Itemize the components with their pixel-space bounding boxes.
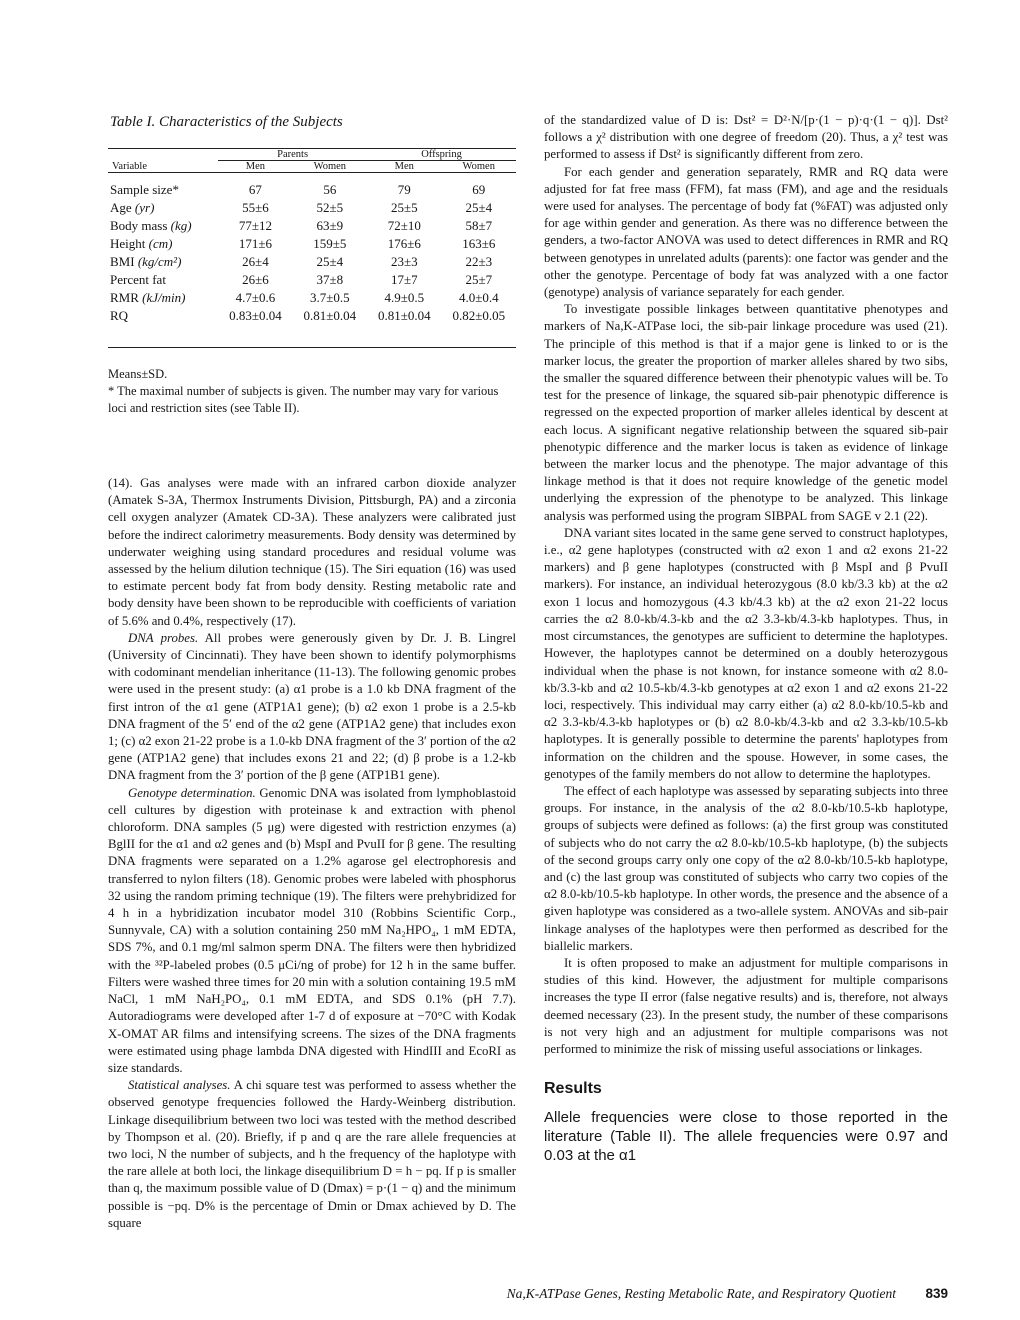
note-means: Means±SD.: [108, 367, 168, 381]
table-caption: Table I. Characteristics of the Subjects: [110, 114, 343, 130]
cell-parents-women: 52±5: [316, 200, 344, 215]
cell-offspring-men: 4.9±0.5: [384, 290, 425, 305]
cell-parents-women: 0.81±0.04: [303, 308, 357, 323]
cell-offspring-men: 23±3: [390, 254, 418, 269]
cell-parents-women: 63±9: [316, 218, 344, 233]
col-parents-women: Women: [313, 161, 347, 172]
characteristics-table: [108, 149, 516, 325]
cell-offspring-women: 163±6: [462, 236, 496, 251]
cell-offspring-women: 69: [472, 182, 486, 197]
table-row: [108, 253, 516, 271]
cell-parents-men: 77±12: [238, 218, 272, 233]
subheading-statistical-analyses: Statistical analyses.: [128, 1078, 231, 1093]
row-label: Percent fat: [110, 272, 166, 287]
row-label: Height (cm): [110, 236, 173, 251]
cell-parents-men: 0.83±0.04: [229, 308, 282, 323]
paragraph-adjustment: For each gender and generation separately, RMR and RQ data were adjusted for fat free mass (FFM), fat mass (FM), and age and the residuals were used for analyses. The percentage of body fat (%FAT) was adjusted only for age within gender and generation. As there was no difference between the genders, a two-factor ANOVA was used to detect differences in RMR and RQ between genotypes in unrelated adults (parents): one factor was gender and the other the genotype. Percentage of body fat was analyzed with a one factor (genotype) analysis of variance separately for each gender.: [544, 164, 949, 300]
table-bottom-rule: [108, 347, 516, 348]
running-title: Na,K-ATPase Genes, Resting Metabolic Rate, and Respiratory Quotient: [506, 1286, 896, 1301]
cell-parents-men: 67: [248, 182, 262, 197]
paragraph-genotype-determination: Genotype determination. Genomic DNA was isolated from lymphoblastoid cell cultures by digestion with proteinase k and extraction with phenol chloroform. DNA samples (5 μg) were digested with restriction enzymes (a) BglII for the α1 and α2 genes and (b) MspI and PvuII for β gene. The resulting DNA fragments were separated on a 1.2% agarose gel electrophoresis and transferred to nylon filters (18). Genomic probes were labeled with phosphorus 32 using the random priming technique (19). The filters were prehybridized for 4 h in a hybridization incubator model 310 (Robbins Scientific Corp., Sunnyvale, CA) with a solution containing 250 mM Na₂HPO₄, 1 mM EDTA, SDS 7%, and 0.1 mg/ml salmon sperm DNA. The filters were then hybridized with the ³²P-labeled probes (0.5 μCi/ng of probe) for 12 h in the same buffer. Filters were washed three times for 20 min with a solution containing 19.5 mM NaCl, 1 mM NaH₂PO₄, 0.1 mM EDTA, and SDS 0.1% (pH 7.7). Autoradiograms were developed after 1-7 d of exposure at −70°C with Kodak X-OMAT AR films and intensifying screens. The sizes of the DNA fragments were estimated using phage lambda DNA digested with HindIII and EcoRI as size standards.: [108, 785, 516, 1075]
row-label: Sample size*: [110, 182, 179, 197]
cell-offspring-men: 25±5: [390, 200, 418, 215]
cell-offspring-women: 22±3: [465, 254, 493, 269]
group-offspring: Offspring: [367, 149, 516, 161]
subheading-genotype-determination: Genotype determination.: [128, 785, 256, 800]
results-heading: Results: [544, 1080, 602, 1098]
row-label: BMI (kg/cm²): [110, 254, 182, 269]
paragraph-gas-analyses: (14). Gas analyses were made with an infrared carbon dioxide analyzer (Amatek S-3A, Thermox Instruments Division, Pittsburgh, PA) and a zirconia cell oxygen analyzer (Amatek CD-3A). These analyzers were calibrated just before the indirect calorimetry measurements. Body density was determined by underwater weighing using standard procedures and residual volume was assessed by the helium dilution technique (15). The Siri equation (16) was used to estimate percent body fat from body density. Resting metabolic rate and body density have been shown to be reproducible with coefficients of variation of 5.6% and 0.4%, respectively (17).: [108, 476, 516, 628]
cell-parents-women: 159±5: [313, 236, 347, 251]
col-offspring-men: Men: [394, 161, 414, 172]
col-offspring-women: Women: [462, 161, 495, 172]
right-column: [544, 112, 948, 1165]
col-parents-men: Men: [245, 161, 265, 172]
table-row: [108, 289, 516, 307]
left-column: [108, 112, 516, 1232]
cell-offspring-men: 17±7: [390, 272, 418, 287]
left-body-text: [108, 475, 516, 1232]
paragraph-multiple-comparisons: It is often proposed to make an adjustment for multiple comparisons in studies of this kind. However, the adjustment for multiple comparisons increases the type II error (false negative results) and is, therefore, not always deemed necessary (23). In the present study, the number of these comparisons is not very high and an adjustment for multiple comparisons was not performed to minimize the risk of missing useful associations or linkages.: [544, 955, 948, 1056]
table-row: [108, 199, 516, 217]
cell-offspring-women: 25±7: [465, 272, 493, 287]
paragraph-results: Allele frequencies were close to those reported in the literature (Table II). The allele frequencies were 0.97 and 0.03 at the α1: [544, 1109, 948, 1165]
cell-parents-men: 55±6: [242, 200, 269, 215]
paragraph-haplotype-effect: The effect of each haplotype was assessed by separating subjects into three groups. For instance, in the analysis of the α2 8.0-kb/10.5-kb haplotype, groups of subjects were defined as follows: (a) the first group was constituted of subjects who do not carry the α2 8.0-kb/10.5-kb haplotype, (b) the subjects of the second groups carry only one copy of the α2 8.0-kb/10.5-kb haplotype, and (c) the last group was constituted of subjects who carry two copies of the α2 8.0-kb/10.5-kb haplotype. In other words, the presence and the absence of a given haplotype was considered as a two-allele system. ANOVAs and sib-pair linkage analyses of the haplotypes were then performed as described for the biallelic markers.: [544, 783, 948, 953]
paragraph-statistical-analyses: Statistical analyses. A chi square test was performed to assess whether the observed genotype frequencies followed the Hardy-Weinberg distribution. Linkage disequilibrium between two loci was tested with the method described by Thompson et al. (20). Briefly, if p and q are the rare allele frequencies at two loci, N the number of subjects, and h the frequency of the haplotype with the rare allele at both loci, the linkage disequilibrium D = h − pq. If p is smaller than q, the maximum possible value of D (Dmax) = p·(1 − q) and the minimum possible is −pq. D% is the percentage of Dmin or Dmax achieved by D. The square: [108, 1078, 516, 1230]
cell-parents-women: 3.7±0.5: [310, 290, 350, 305]
cell-offspring-women: 0.82±0.05: [452, 308, 506, 323]
paragraph-standardized-d: of the standardized value of D is: Dst² = D²·N/[p·(1 − p)·q·(1 − q)]. Dst² follows a χ² distribution with one degree of freedom (20). Thus, a χ² test was performed to assess if Dst² is significantly different from zero.: [544, 113, 948, 162]
row-label: RQ: [110, 308, 129, 323]
paragraph-sib-pair: To investigate possible linkages between quantitative phenotypes and markers of Na,K-ATPase loci, the sib-pair linkage procedure was used (21). The principle of this method is that if a major gene is linked to or is the marker locus, the greater the proportion of marker alleles shared by two sibs, the smaller the squared difference between their phenotypic values will be. To test for the presence of linkage, the squared sib-pair phenotypic difference is regressed on the expected proportion of marker alleles identical by descent at each locus. A significant negative relationship between the squared sib-pair phenotypic difference and the marker locus is taken as evidence of linkage between the marker locus and the phenotype. The major advantage of this linkage method is that it does not require knowledge of the genetic model underlying the expression of the phenotype to be analyzed. This linkage analysis was performed using the program SIBPAL from SAGE v 2.1 (22).: [544, 302, 948, 523]
cell-parents-men: 4.7±0.6: [235, 290, 276, 305]
col-variable: Variable: [112, 160, 147, 172]
table-row: [108, 181, 516, 199]
cell-offspring-women: 58±7: [465, 218, 493, 233]
cell-offspring-women: 4.0±0.4: [458, 290, 499, 305]
cell-offspring-men: 72±10: [387, 218, 421, 233]
table-notes: [108, 366, 516, 417]
table-row: [108, 217, 516, 235]
row-label: RMR (kJ/min): [110, 290, 186, 305]
table-row: [108, 307, 516, 325]
cell-parents-women: 37±8: [316, 272, 344, 287]
cell-parents-men: 171±6: [238, 236, 272, 251]
subheading-dna-probes: DNA probes.: [128, 630, 199, 645]
paragraph-haplotypes: DNA variant sites located in the same gene served to construct haplotypes, i.e., α2 gene haplotypes (constructed with α2 exon 1 and α2 exons 21-22 markers) and β gene haplotypes (constructed with β MspI and β PvuII markers). For instance, an individual heterozygous (8.0 kb/3.3 kb) at the α2 exon 1 locus and homozygous (4.3 kb/4.3 kb) at the α2 exon 21-22 locus carries the α2 8.0-kb/4.3-kb and the α2 3.3-kb/4.3-kb haplotypes. Thus, in most circumstances, the genotypes are sufficient to determine the haplotypes. However, the haplotypes cannot be determined on a doubly heterozygous individual when the phase is not known, for instance someone with α2 8.0-kb/3.3-kb and α2 10.5-kb/4.3-kb genotypes at α2 exon 1 and α2 exons 21-22 loci, respectively. This individual may carry either (a) α2 8.0-kb/10.5-kb and α2 3.3-kb/4.3-kb haplotypes or (b) α2 8.0-kb/4.3-kb and α2 3.3-kb/10.5-kb haplotypes. It is generally possible to determine the parents' haplotypes from information on the children and the spouse. However, in some cases, the genotypes of the family members do not allow to determine the haplotypes.: [544, 525, 948, 781]
cell-parents-women: 56: [323, 182, 337, 197]
table-row: [108, 271, 516, 289]
note-footnote: * The maximal number of subjects is given. The number may vary for various loci and restriction sites (see Table II).: [108, 384, 499, 415]
cell-parents-men: 26±6: [242, 272, 269, 287]
row-label: Body mass (kg): [110, 218, 192, 233]
cell-offspring-men: 176±6: [387, 236, 421, 251]
cell-offspring-women: 25±4: [465, 200, 493, 215]
cell-parents-women: 25±4: [316, 254, 344, 269]
cell-parents-men: 26±4: [242, 254, 269, 269]
row-label: Age (yr): [110, 200, 155, 215]
group-parents: Parents: [218, 149, 367, 161]
page-number: 839: [925, 1286, 948, 1301]
cell-offspring-men: 0.81±0.04: [377, 308, 431, 323]
cell-offspring-men: 79: [397, 182, 411, 197]
table-row: [108, 235, 516, 253]
paragraph-dna-probes: DNA probes. All probes were generously given by Dr. J. B. Lingrel (University of Cincinnati). They have been shown to identify polymorphisms with codominant mendelian inheritance (11-13). The following genomic probes were used in the present study: (a) α1 probe is a 1.0 kb DNA fragment of the first intron of the α1 gene (ATP1A1 gene); (b) α2 exon 1 probe is a 2.5-kb DNA fragment of the 5′ end of the α2 gene (ATP1A2 gene) that includes exon 1; (c) α2 exon 21-22 probe is a 1.0-kb DNA fragment of the 3′ portion of the α2 gene (ATP1A2 gene) that includes exons 21 and 22; (d) β probe is a 1.2-kb DNA fragment from the 3′ portion of the β gene (ATP1B1 gene).: [108, 630, 516, 783]
results-text: [544, 1108, 948, 1165]
right-body-text: [544, 112, 948, 1058]
